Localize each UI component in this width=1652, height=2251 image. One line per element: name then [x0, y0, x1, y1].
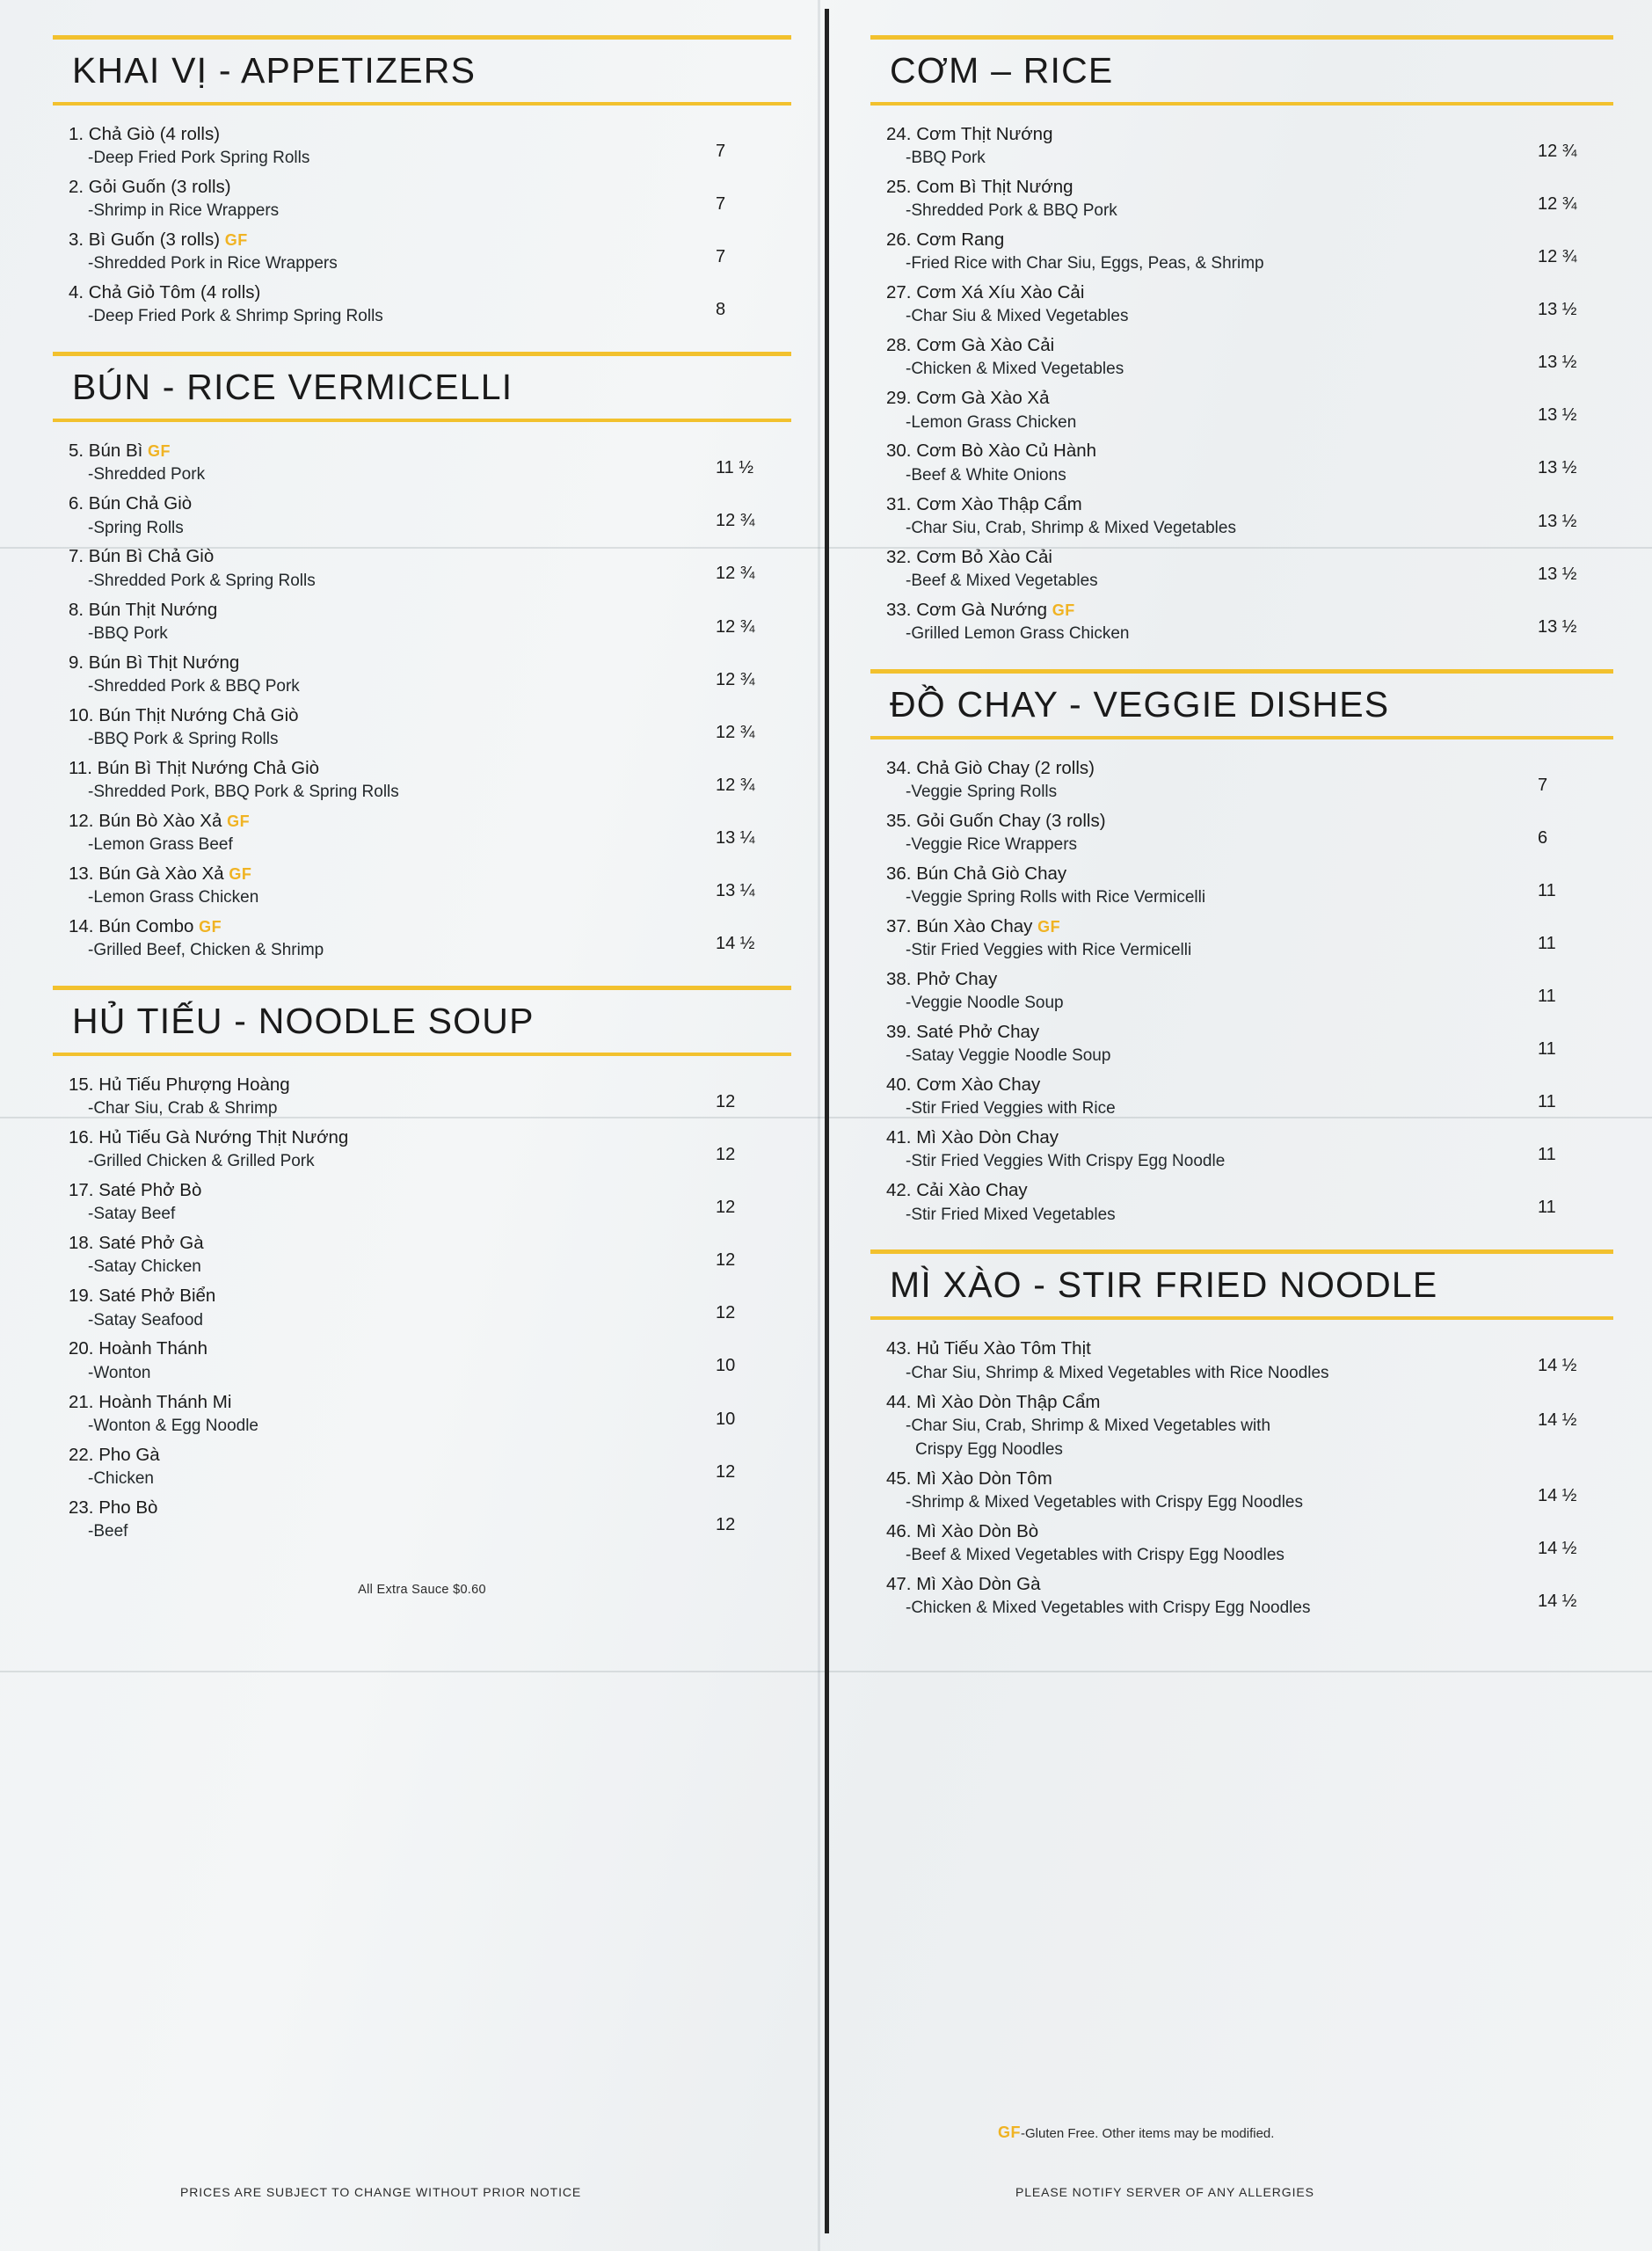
menu-item-text — [870, 1019, 1538, 1068]
menu-item-description-line2: Crispy Egg Noodles — [915, 1439, 1063, 1459]
menu-item-price: 12 — [716, 1198, 736, 1218]
section-items — [870, 739, 1613, 1236]
menu-item-price: 11 — [1538, 1198, 1556, 1218]
menu-item-name: 34. Chả Giò Chay (2 rolls) — [886, 757, 1095, 778]
menu-section-hu-tieu — [53, 986, 791, 1553]
menu-item-name: 26. Cơm Rang — [886, 229, 1005, 251]
menu-item-price: 10 — [716, 1409, 736, 1429]
menu-item — [870, 174, 1613, 223]
menu-item-description: -Lemon Grass Chicken — [906, 412, 1077, 432]
menu-item-name: 3. Bì Guốn (3 rolls) GF — [69, 229, 248, 251]
menu-item-price: 12 ¾ — [716, 775, 755, 795]
menu-item-description: -Spring Rolls — [88, 518, 184, 537]
menu-section-com — [870, 35, 1613, 655]
menu-item — [870, 1336, 1613, 1385]
menu-item-text — [53, 121, 716, 171]
gluten-free-badge: GF — [148, 442, 171, 461]
menu-item-name: 42. Cải Xào Chay — [886, 1180, 1028, 1201]
column-divider — [825, 9, 829, 2233]
menu-item-text — [870, 332, 1538, 382]
menu-item-description: -Stir Fried Veggies with Rice Vermicelli — [906, 941, 1192, 960]
menu-item-name: 25. Com Bì Thịt Nướng — [886, 177, 1073, 198]
menu-item-name: 40. Cơm Xào Chay — [886, 1075, 1041, 1096]
paper-fold-vertical — [818, 0, 820, 2251]
menu-item — [870, 280, 1613, 329]
menu-item — [53, 808, 791, 857]
menu-item-price: 10 — [716, 1356, 736, 1376]
menu-item-text — [870, 1519, 1538, 1568]
menu-item-price: 11 — [1538, 934, 1556, 954]
menu-item — [53, 280, 791, 329]
menu-section-appetizers — [53, 35, 791, 338]
menu-item-name: 13. Bún Gà Xào Xả GF — [69, 863, 252, 884]
menu-item — [53, 650, 791, 699]
menu-item-price: 13 ½ — [1538, 458, 1577, 478]
menu-item-text — [870, 861, 1538, 910]
menu-item-name: 16. Hủ Tiếu Gà Nướng Thịt Nướng — [69, 1127, 349, 1148]
menu-item-name: 38. Phở Chay — [886, 969, 998, 990]
menu-item — [870, 1519, 1613, 1568]
menu-item-price: 13 ½ — [1538, 616, 1577, 637]
menu-item-description: -Shredded Pork, BBQ Pork & Spring Rolls — [88, 782, 399, 801]
menu-item-price: 14 ½ — [1538, 1485, 1577, 1505]
menu-item-name: 28. Cơm Gà Xào Cải — [886, 335, 1055, 356]
menu-item-name: 6. Bún Chả Giò — [69, 493, 193, 514]
menu-item-text — [870, 966, 1538, 1016]
menu-item — [870, 438, 1613, 487]
menu-item-description: -Stir Fried Veggies with Rice — [906, 1099, 1116, 1118]
menu-item — [870, 1571, 1613, 1621]
menu-item — [53, 861, 791, 910]
left-column — [53, 35, 791, 1597]
menu-item-price: 12 — [716, 1092, 736, 1112]
menu-item-name: 15. Hủ Tiếu Phượng Hoàng — [69, 1075, 290, 1096]
menu-item-description: -Shrimp in Rice Wrappers — [88, 201, 280, 221]
menu-item-price: 12 — [716, 1145, 736, 1165]
menu-item-price: 11 ½ — [716, 458, 753, 478]
menu-item-name: 21. Hoành Thánh Mi — [69, 1391, 232, 1412]
menu-item-text — [53, 174, 716, 223]
menu-item — [870, 332, 1613, 382]
menu-item-name: 12. Bún Bò Xào Xả GF — [69, 810, 251, 831]
menu-item-name: 11. Bún Bì Thịt Nướng Chả Giò — [69, 757, 320, 778]
menu-item-description: -Wonton & Egg Noodle — [88, 1416, 258, 1435]
menu-item-text — [53, 1230, 716, 1279]
menu-item — [53, 1072, 791, 1121]
menu-item-name: 44. Mì Xào Dòn Thập Cẩm — [886, 1391, 1101, 1412]
footer-prices-notice: PRICES ARE SUBJECT TO CHANGE WITHOUT PRIOR NOTICE — [180, 2185, 582, 2199]
menu-item-name: 14. Bún Combo GF — [69, 916, 222, 937]
menu-item-text — [870, 914, 1538, 963]
menu-item-text — [870, 1177, 1538, 1227]
menu-item — [53, 174, 791, 223]
gluten-free-badge: GF — [227, 812, 251, 830]
menu-item-name: 46. Mì Xào Dòn Bò — [886, 1520, 1039, 1541]
menu-item-price: 12 — [716, 1250, 736, 1271]
gluten-free-badge: GF — [224, 231, 248, 250]
menu-item — [870, 1019, 1613, 1068]
menu-item-description: -BBQ Pork & Spring Rolls — [88, 729, 279, 748]
gluten-free-badge: GF — [229, 864, 252, 883]
footer-allergies-notice: PLEASE NOTIFY SERVER OF ANY ALLERGIES — [1015, 2185, 1314, 2199]
menu-item-description: -Char Siu, Crab, Shrimp & Mixed Vegetables with — [906, 1416, 1271, 1435]
menu-item-price: 11 — [1538, 1039, 1556, 1060]
menu-item-text — [870, 385, 1538, 434]
menu-item-name: 17. Saté Phở Bò — [69, 1180, 202, 1201]
menu-item-name: 33. Cơm Gà Nướng GF — [886, 599, 1075, 620]
section-items — [53, 106, 791, 338]
menu-item-price: 7 — [716, 247, 726, 267]
menu-item-price: 11 — [1538, 987, 1556, 1007]
menu-item-text — [53, 1495, 716, 1544]
menu-item-description: -Lemon Grass Beef — [88, 834, 233, 854]
menu-item-description: -Veggie Spring Rolls with Rice Vermicelli — [906, 888, 1206, 907]
menu-item-description: -Veggie Spring Rolls — [906, 782, 1058, 801]
menu-item-description: -Char Siu, Shrimp & Mixed Vegetables with Rice Noodles — [906, 1363, 1329, 1382]
section-title: CƠM – RICE — [890, 50, 1114, 91]
menu-item-text — [53, 597, 716, 646]
menu-item-text — [870, 227, 1538, 276]
menu-item — [870, 755, 1613, 805]
menu-item — [870, 385, 1613, 434]
menu-item-description: -Grilled Chicken & Grilled Pork — [88, 1152, 315, 1171]
menu-section-bun — [53, 352, 791, 972]
extra-sauce-note: All Extra Sauce $0.60 — [358, 1582, 486, 1597]
menu-item — [870, 808, 1613, 857]
menu-item-text — [53, 1177, 716, 1227]
menu-item-description: -Chicken — [88, 1468, 154, 1488]
menu-item-text — [53, 1283, 716, 1332]
menu-item — [53, 543, 791, 593]
menu-item-description: -Shredded Pork — [88, 465, 206, 484]
menu-item — [53, 597, 791, 646]
menu-item-description: -Grilled Lemon Grass Chicken — [906, 623, 1130, 643]
menu-item-name: 39. Saté Phở Chay — [886, 1022, 1040, 1043]
menu-item — [53, 1177, 791, 1227]
menu-item — [870, 1466, 1613, 1515]
menu-item-name: 27. Cơm Xá Xíu Xào Cải — [886, 282, 1085, 303]
menu-item — [53, 1283, 791, 1332]
menu-item-description: -Shredded Pork & Spring Rolls — [88, 571, 316, 590]
menu-item — [870, 1177, 1613, 1227]
menu-item-description: -Satay Beef — [88, 1205, 176, 1224]
menu-item — [870, 861, 1613, 910]
menu-item-price: 12 ¾ — [716, 564, 755, 584]
menu-item-text — [870, 1571, 1538, 1621]
menu-item-text — [53, 808, 716, 857]
menu-item — [53, 703, 791, 752]
menu-item-description: -BBQ Pork — [906, 149, 986, 168]
menu-item-price: 11 — [1538, 1092, 1556, 1112]
menu-item-price: 12 ¾ — [716, 669, 755, 689]
menu-item-name: 18. Saté Phở Gà — [69, 1233, 204, 1254]
menu-item-description: -Stir Fried Veggies With Crispy Egg Noodle — [906, 1152, 1226, 1171]
menu-item-price: 13 ¼ — [716, 880, 755, 900]
menu-item-name: 9. Bún Bì Thịt Nướng — [69, 652, 240, 673]
menu-item-name: 24. Cơm Thịt Nướng — [886, 124, 1053, 144]
menu-item — [870, 966, 1613, 1016]
menu-item-price: 7 — [1538, 775, 1548, 795]
menu-item-price: 12 ¾ — [716, 511, 755, 531]
menu-item-name: 47. Mì Xào Dòn Gà — [886, 1573, 1041, 1594]
menu-item — [53, 227, 791, 276]
section-items — [53, 1056, 791, 1553]
menu-item-text — [53, 755, 716, 805]
gluten-free-badge: GF — [1037, 918, 1061, 936]
menu-item-price: 13 ¼ — [716, 827, 755, 848]
menu-item — [870, 1125, 1613, 1174]
menu-item — [53, 1442, 791, 1491]
menu-item-description: -Satay Seafood — [88, 1310, 203, 1329]
menu-item-description: -Deep Fried Pork Spring Rolls — [88, 149, 310, 168]
menu-item-price: 13 ½ — [1538, 511, 1577, 531]
menu-item — [870, 227, 1613, 276]
gluten-free-badge: GF — [1052, 601, 1075, 619]
menu-item-price: 12 ¾ — [1538, 247, 1577, 267]
menu-item-price: 14 ½ — [1538, 1356, 1577, 1376]
menu-item-description: -Fried Rice with Char Siu, Eggs, Peas, & Shrimp — [906, 254, 1264, 273]
section-items — [870, 106, 1613, 655]
menu-item-description: -Char Siu, Crab, Shrimp & Mixed Vegetables — [906, 518, 1236, 537]
menu-item-price: 14 ½ — [716, 934, 755, 954]
menu-item — [870, 121, 1613, 171]
menu-item — [53, 1495, 791, 1544]
menu-item-price: 12 ¾ — [1538, 194, 1577, 215]
menu-item-text — [870, 280, 1538, 329]
menu-item-description: -Beef & Mixed Vegetables with Crispy Egg Noodles — [906, 1545, 1284, 1564]
menu-item-name: 10. Bún Thịt Nướng Chả Giò — [69, 704, 299, 725]
menu-item-text — [870, 492, 1538, 541]
menu-item — [870, 914, 1613, 963]
menu-item-text — [53, 438, 716, 487]
gluten-free-badge: GF — [199, 918, 222, 936]
menu-item-text — [53, 1389, 716, 1439]
menu-item-name: 7. Bún Bì Chả Giò — [69, 546, 215, 567]
menu-item — [53, 438, 791, 487]
menu-item-name: 43. Hủ Tiếu Xào Tôm Thịt — [886, 1338, 1091, 1359]
section-items — [870, 1320, 1613, 1628]
gf-marker: GF — [998, 2124, 1021, 2141]
menu-item-description: -Grilled Beef, Chicken & Shrimp — [88, 941, 324, 960]
menu-item — [870, 597, 1613, 646]
menu-item — [53, 914, 791, 963]
menu-item-name: 35. Gỏi Guốn Chay (3 rolls) — [886, 810, 1106, 831]
section-title: KHAI VỊ - APPETIZERS — [72, 50, 477, 91]
menu-item-text — [870, 808, 1538, 857]
menu-item-description: -Wonton — [88, 1363, 151, 1382]
menu-item-price: 12 ¾ — [716, 722, 755, 742]
menu-item-description: -Shredded Pork & BBQ Pork — [906, 201, 1117, 221]
menu-item-price: 14 ½ — [1538, 1591, 1577, 1611]
right-column — [870, 35, 1613, 1643]
menu-item-price: 14 ½ — [1538, 1538, 1577, 1558]
menu-item-price: 8 — [716, 300, 726, 320]
menu-item-description: -Satay Veggie Noodle Soup — [906, 1046, 1111, 1066]
menu-item-name: 31. Cơm Xào Thập Cẩm — [886, 493, 1082, 514]
section-title: HỦ TIẾU - NOODLE SOUP — [72, 1001, 535, 1042]
menu-item-description: -Char Siu & Mixed Vegetables — [906, 307, 1129, 326]
menu-item-description: -Chicken & Mixed Vegetables — [906, 360, 1124, 379]
menu-item-description: -Beef — [88, 1521, 128, 1541]
menu-item-text — [870, 121, 1538, 171]
menu-item-name: 4. Chả Giỏ Tôm (4 rolls) — [69, 282, 261, 303]
menu-item-price: 12 ¾ — [716, 616, 755, 637]
menu-item-text — [53, 491, 716, 540]
menu-item — [870, 1389, 1613, 1462]
menu-item-name: 1. Chả Giò (4 rolls) — [69, 124, 221, 144]
menu-item-text — [53, 1442, 716, 1491]
menu-item-text — [53, 650, 716, 699]
menu-item-price: 6 — [1538, 827, 1548, 848]
menu-item-price: 11 — [1538, 880, 1556, 900]
menu-item-text — [870, 755, 1538, 805]
menu-item-name: 45. Mì Xào Dòn Tôm — [886, 1468, 1052, 1489]
menu-item — [870, 492, 1613, 541]
menu-item-price: 13 ½ — [1538, 564, 1577, 584]
menu-item-price: 12 — [716, 1461, 736, 1482]
menu-item-text — [53, 703, 716, 752]
menu-item-description: -Shredded Pork & BBQ Pork — [88, 676, 300, 696]
menu-item-name: 30. Cơm Bò Xào Củ Hành — [886, 441, 1097, 462]
menu-item-text — [53, 227, 716, 276]
menu-item-name: 32. Cơm Bỏ Xào Cải — [886, 546, 1052, 567]
section-title: MÌ XÀO - STIR FRIED NOODLE — [890, 1264, 1438, 1306]
menu-item-name: 2. Gỏi Guốn (3 rolls) — [69, 177, 231, 198]
menu-item-text — [53, 543, 716, 593]
menu-item-name: 8. Bún Thịt Nướng — [69, 599, 218, 620]
menu-item-description: -Veggie Rice Wrappers — [906, 834, 1078, 854]
menu-item-name: 5. Bún Bì GF — [69, 441, 171, 462]
menu-item-price: 13 ½ — [1538, 405, 1577, 426]
menu-item-description: -Lemon Grass Chicken — [88, 888, 259, 907]
menu-item-text — [870, 1072, 1538, 1121]
menu-item-description: -Beef & White Onions — [906, 465, 1066, 484]
menu-item-text — [870, 1466, 1538, 1515]
menu-item — [53, 1230, 791, 1279]
menu-item-text — [53, 1072, 716, 1121]
menu-item-name: 29. Cơm Gà Xào Xả — [886, 388, 1050, 409]
menu-item-price: 7 — [716, 194, 726, 215]
menu-item-description: -Chicken & Mixed Vegetables with Crispy Egg Noodles — [906, 1598, 1311, 1617]
menu-item — [53, 1336, 791, 1385]
menu-item-price: 12 — [716, 1303, 736, 1323]
menu-item — [870, 544, 1613, 594]
menu-item-description: -Stir Fried Mixed Vegetables — [906, 1205, 1116, 1224]
menu-item-text — [870, 1389, 1538, 1462]
menu-item-name: 23. Pho Bò — [69, 1497, 158, 1518]
menu-item-price: 11 — [1538, 1145, 1556, 1165]
menu-item — [53, 121, 791, 171]
gluten-free-note — [998, 2124, 1274, 2142]
menu-item-text — [53, 280, 716, 329]
menu-item — [53, 1125, 791, 1174]
menu-item — [53, 491, 791, 540]
menu-item-description: -BBQ Pork — [88, 623, 168, 643]
menu-item-text — [53, 1336, 716, 1385]
menu-item-description: -Deep Fried Pork & Shrimp Spring Rolls — [88, 307, 383, 326]
menu-item-text — [870, 438, 1538, 487]
gf-note-text: -Gluten Free. Other items may be modified. — [1021, 2126, 1275, 2141]
menu-item-name: 37. Bún Xào Chay GF — [886, 916, 1061, 937]
menu-item-description: -Shredded Pork in Rice Wrappers — [88, 254, 338, 273]
menu-item-name: 22. Pho Gà — [69, 1444, 160, 1465]
section-items — [53, 422, 791, 972]
menu-item-text — [870, 1336, 1538, 1385]
menu-item-text — [53, 914, 716, 963]
menu-item-text — [870, 174, 1538, 223]
menu-item-text — [53, 861, 716, 910]
menu-item-description: -Char Siu, Crab & Shrimp — [88, 1099, 278, 1118]
section-title: ĐỒ CHAY - VEGGIE DISHES — [890, 683, 1390, 725]
menu-item-name: 20. Hoành Thánh — [69, 1338, 208, 1359]
menu-section-mi-xao — [870, 1249, 1613, 1628]
menu-item-price: 12 — [716, 1514, 736, 1534]
menu-item — [53, 1389, 791, 1439]
menu-item-text — [870, 544, 1538, 594]
menu-item-description: -Beef & Mixed Vegetables — [906, 571, 1098, 590]
section-title: BÚN - RICE VERMICELLI — [72, 367, 513, 408]
menu-item-text — [53, 1125, 716, 1174]
menu-item-name: 36. Bún Chả Giò Chay — [886, 863, 1067, 884]
menu-item-text — [870, 1125, 1538, 1174]
menu-item-price: 12 ¾ — [1538, 142, 1577, 161]
menu-item-text — [870, 597, 1538, 646]
menu-item-description: -Veggie Noodle Soup — [906, 994, 1064, 1013]
menu-item-description: -Satay Chicken — [88, 1257, 201, 1277]
menu-item-description: -Shrimp & Mixed Vegetables with Crispy Egg Noodles — [906, 1492, 1303, 1512]
menu-section-veggie — [870, 669, 1613, 1236]
menu-item-name: 41. Mì Xào Dòn Chay — [886, 1127, 1059, 1148]
menu-item-price: 14 ½ — [1538, 1410, 1577, 1430]
menu-item — [53, 755, 791, 805]
menu-item-price: 13 ½ — [1538, 300, 1577, 320]
menu-item-price: 7 — [716, 142, 726, 161]
menu-item — [870, 1072, 1613, 1121]
menu-item-price: 13 ½ — [1538, 353, 1577, 373]
menu-item-name: 19. Saté Phở Biển — [69, 1286, 216, 1307]
